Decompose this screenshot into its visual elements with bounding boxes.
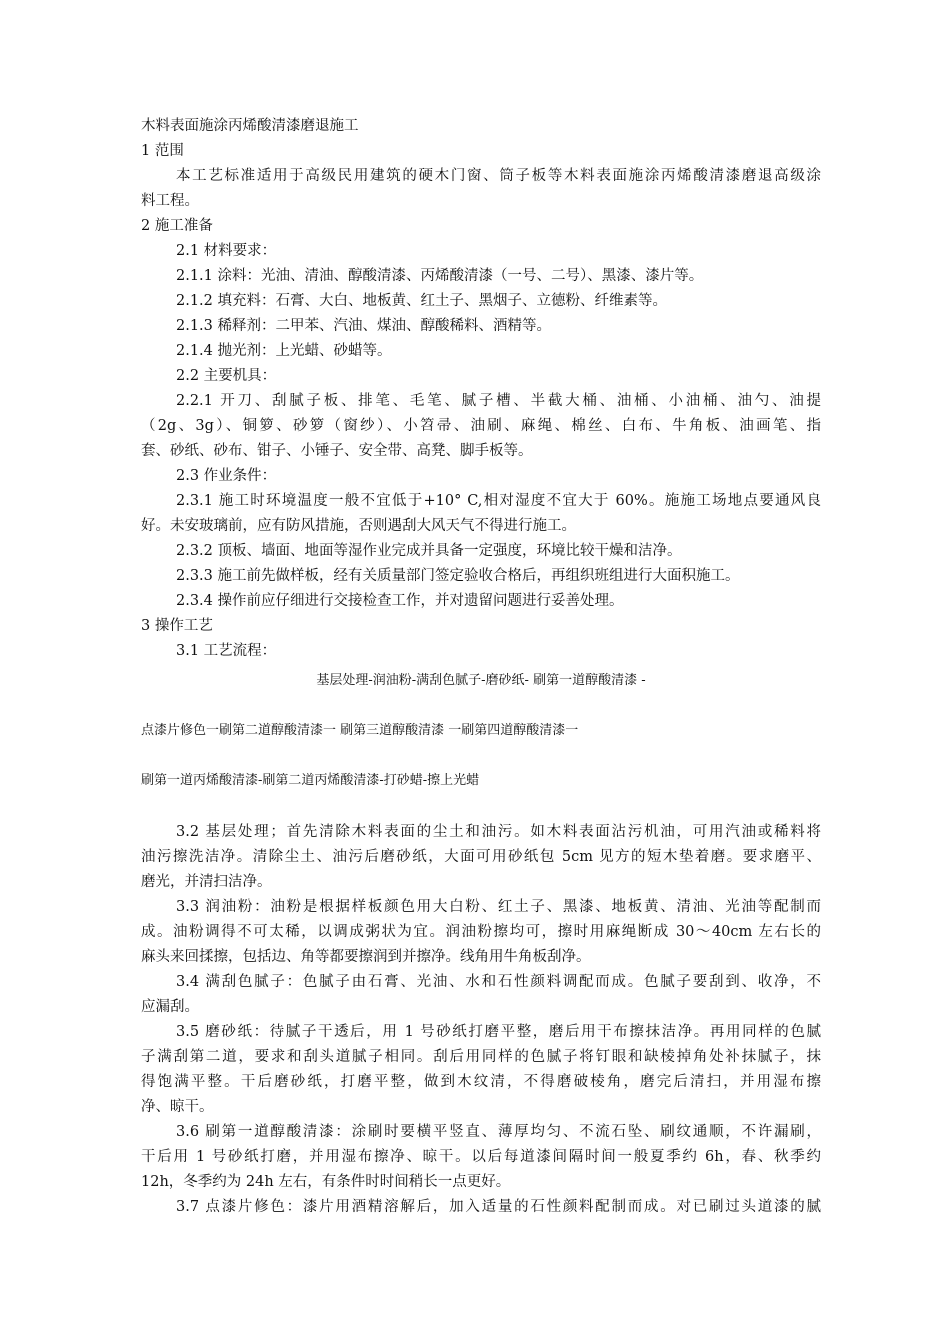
- section-2-3-heading: 2.3 作业条件：: [176, 468, 277, 484]
- section-3-5-line: 3.5 磨砂纸：待腻子干透后，用 1 号砂纸打磨平整，磨后用干布擦抹洁净。再用同样的色腻: [176, 1024, 821, 1040]
- section-1-paragraph-line: 本工艺标准适用于高级民用建筑的硬木门窗、筒子板等木料表面施涂丙烯酸清漆磨退高级涂: [176, 168, 821, 184]
- materials-item: 2.1.3 稀释剂：二甲苯、汽油、煤油、醇酸稀料、酒精等。: [176, 318, 552, 334]
- section-3-6-line: 干后用 1 号砂纸打磨，并用湿布擦净、晾干。以后每道漆间隔时间一般夏季约 6h，春、秋季约: [141, 1149, 821, 1165]
- conditions-paragraph-line: 好。未安玻璃前，应有防风措施，否则遇刮大风天气不得进行施工。: [141, 518, 576, 534]
- section-3-5-line: 得饱满平整。干后磨砂纸，打磨平整，做到木纹清，不得磨破棱角，磨完后清扫，并用湿布擦: [141, 1074, 821, 1090]
- materials-item: 2.1.1 涂料：光油、清油、醇酸清漆、丙烯酸清漆（一号、二号）、黑漆、漆片等。: [176, 268, 704, 284]
- section-3-heading: 3 操作工艺: [141, 618, 213, 634]
- tools-paragraph-line: （2g、3g）、铜箩、砂箩（窗纱）、小笤帚、油刷、麻绳、棉丝、白布、牛角板、油画笔、指: [141, 418, 821, 434]
- section-2-1-heading: 2.1 材料要求：: [176, 243, 277, 259]
- section-3-2-line: 3.2 基层处理；首先清除木料表面的尘土和油污。如木料表面沾污机油，可用汽油或稀料将: [176, 824, 821, 840]
- section-3-2-line: 油污擦洗洁净。清除尘土、油污后磨砂纸，大面可用砂纸包 5cm 见方的短木垫着磨。要求磨平、: [141, 849, 821, 865]
- section-3-3-line: 3.3 润油粉：油粉是根据样板颜色用大白粉、红土子、黑漆、地板黄、清油、光油等配制而: [176, 899, 821, 915]
- section-3-2-line: 磨光，并清扫洁净。: [141, 874, 272, 890]
- conditions-paragraph: 2.3.2 顶板、墙面、地面等湿作业完成并具备一定强度，环境比较干燥和洁净。: [176, 543, 682, 559]
- conditions-paragraph-line: 2.3.1 施工时环境温度一般不宜低于+10° C,相对湿度不宜大于 60%。施施工场地点要通风良: [176, 493, 821, 509]
- section-3-5-line: 净、晾干。: [141, 1099, 214, 1115]
- materials-item: 2.1.2 填充料：石膏、大白、地板黄、红土子、黑烟子、立德粉、纤维素等。: [176, 293, 668, 309]
- tools-paragraph-line: 套、砂纸、砂布、钳子、小锤子、安全带、高凳、脚手板等。: [141, 443, 533, 459]
- section-3-3-line: 成。油粉调得不可太稀，以调成粥状为宜。润油粉擦均可，擦时用麻绳断成 30〜40cm 左右长的: [141, 924, 821, 940]
- process-flow-line: 刷第一道丙烯酸清漆-刷第二道丙烯酸清漆-打砂蜡-擦上光蜡: [141, 773, 480, 788]
- section-2-heading: 2 施工准备: [141, 218, 213, 234]
- section-3-4-line: 3.4 满刮色腻子：色腻子由石膏、光油、水和石性颜料调配而成。色腻子要刮到、收净，不: [176, 974, 821, 990]
- process-flow-line: 点漆片修色一刷第二道醇酸清漆一 刷第三道醇酸清漆 一刷第四道醇酸清漆一: [141, 723, 579, 738]
- materials-item: 2.1.4 抛光剂：上光蜡、砂蜡等。: [176, 343, 392, 359]
- section-2-2-heading: 2.2 主要机具：: [176, 368, 277, 384]
- conditions-paragraph: 2.3.3 施工前先做样板，经有关质量部门签定验收合格后，再组织班组进行大面积施工。: [176, 568, 740, 584]
- section-3-4-line: 应漏刮。: [141, 999, 199, 1015]
- section-1-heading: 1 范围: [141, 143, 184, 159]
- section-3-6-line: 12h，冬季约为 24h 左右，有条件时时间稍长一点更好。: [141, 1174, 511, 1190]
- section-1-paragraph-line: 料工程。: [141, 193, 199, 209]
- section-3-6-line: 3.6 刷第一道醇酸清漆：涂刷时要横平竖直、薄厚均匀、不流石坠、刷纹通顺，不许漏刷，: [176, 1124, 821, 1140]
- document-title: 木料表面施涂丙烯酸清漆磨退施工: [141, 118, 359, 134]
- section-3-1-heading: 3.1 工艺流程：: [176, 643, 277, 659]
- process-flow-line: 基层处理-润油粉-满刮色腻子-磨砂纸- 刷第一道醇酸清漆 -: [316, 673, 646, 688]
- section-3-7-line: 3.7 点漆片修色：漆片用酒精溶解后，加入适量的石性颜料配制而成。对已刷过头道漆的腻: [176, 1199, 821, 1215]
- section-3-3-line: 麻头来回揉擦，包括边、角等都要擦润到并擦净。线角用牛角板刮净。: [141, 949, 591, 965]
- section-3-5-line: 子满刮第二道，要求和刮头道腻子相同。刮后用同样的色腻子将钉眼和缺棱掉角处补抹腻子，抹: [141, 1049, 821, 1065]
- tools-paragraph-line: 2.2.1 开刀、刮腻子板、排笔、毛笔、腻子槽、半截大桶、油桶、小油桶、油勺、油提: [176, 393, 821, 409]
- conditions-paragraph: 2.3.4 操作前应仔细进行交接检查工作，并对遗留问题进行妥善处理。: [176, 593, 624, 609]
